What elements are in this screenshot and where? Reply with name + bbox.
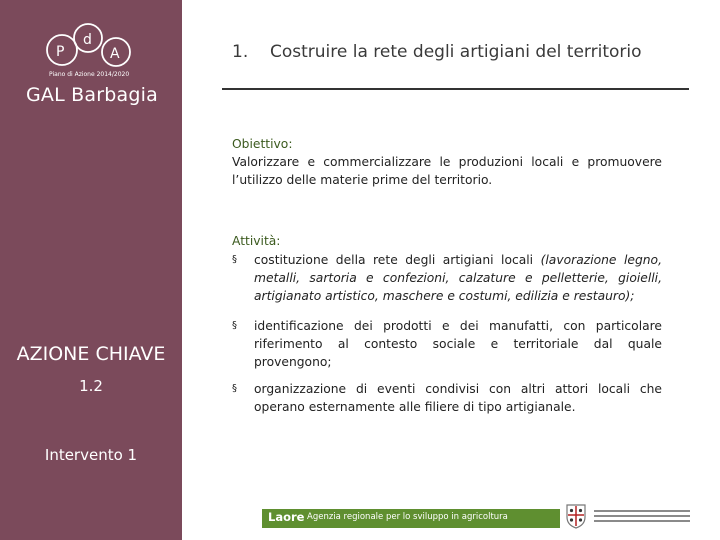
gal-name: GAL Barbagia <box>26 84 158 106</box>
list-item <box>232 251 662 305</box>
list-item <box>232 317 662 371</box>
logo-letter-p: P <box>56 44 65 60</box>
bullet-marker: § <box>232 254 237 265</box>
action-number: 1.2 <box>79 377 103 395</box>
list-item-italic: (lavorazione legno, metalli, sartoria e confezioni, calzature e pelletterie, gioielli, artigianato artistico, maschere e costumi, edilizia e restauro); <box>254 253 662 303</box>
list-item-text: identificazione dei prodotti e dei manufatti, con particolare riferimento al contesto sociale e territoriale dal quale provengono; <box>254 319 662 369</box>
laore-description: Agenzia regionale per lo sviluppo in agricoltura <box>307 512 508 522</box>
attivita-heading: Attività: <box>232 234 281 248</box>
logo-letter-a: A <box>110 46 120 62</box>
laore-logo-text: Laore <box>268 510 305 524</box>
title-text: Costruire la rete degli artigiani del territorio <box>270 42 642 62</box>
page-title <box>232 42 642 62</box>
obiettivo-heading: Obiettivo: <box>232 137 293 151</box>
list-item-text: organizzazione di eventi condivisi con altri attori locali che operano esternamente alle filiere di tipo artigianale. <box>254 382 662 414</box>
pda-logo <box>0 0 182 110</box>
logo-letter-d: d <box>83 32 92 48</box>
region-emblem-icon <box>565 503 587 529</box>
action-title: AZIONE CHIAVE <box>16 343 166 365</box>
bullet-marker: § <box>232 320 237 331</box>
obiettivo-text: Valorizzare e commercializzare le produzioni locali e promuovere l’utilizzo delle materie prime del territorio. <box>232 155 662 187</box>
list-item-main: costituzione della rete degli artigiani locali <box>254 253 541 267</box>
intervento-label: Intervento 1 <box>44 446 138 464</box>
bullet-marker: § <box>232 383 237 394</box>
list-item-text <box>254 251 662 305</box>
list-item <box>232 380 662 416</box>
title-divider <box>222 88 689 90</box>
region-caption <box>594 510 690 525</box>
title-number: 1. <box>232 42 249 62</box>
sidebar <box>0 0 182 540</box>
logo-caption: Piano di Azione 2014/2020 <box>49 71 130 78</box>
laore-banner <box>262 509 560 528</box>
pda-logo-graphic <box>0 0 182 84</box>
